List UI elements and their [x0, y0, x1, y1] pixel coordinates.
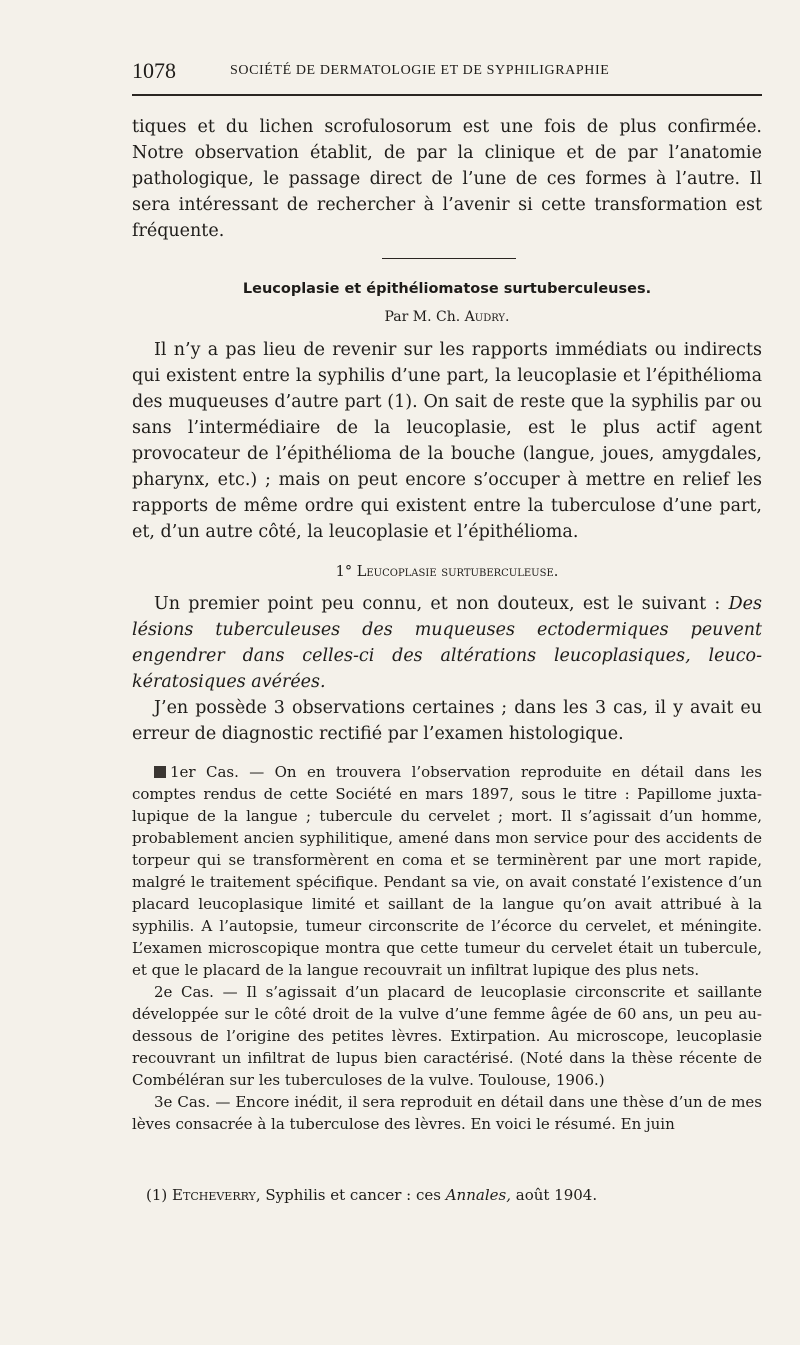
- paragraph-1: Il n’y a pas lieu de revenir sur les rapports immédiats ou indirects qui existent entre la syphilis d’une part, la leucoplasie et l’épithélioma des muqueuses d’autre part (1). On sait de reste que la syphilis par ou sans l’intermédiaire de la leucoplasie, est le plus actif agent provocateur de l’épithélioma de la bouche (langue, joues, amygdales, pharynx, etc.) ; mais on peut encore s’occuper à mettre en relief les rapports de même ordre qui existent entre la tuberculose d’une part, et, d’un autre côté, la leucoplasie et l’épithélioma.: [132, 340, 762, 542]
- byline: [132, 307, 762, 327]
- header-rule: [132, 94, 762, 96]
- paragraph-2-normal: Un premier point peu connu, et non douteux, est le suivant :: [154, 594, 729, 614]
- paragraph-2: [132, 591, 762, 695]
- footnote-date: août 1904.: [515, 1186, 598, 1204]
- footnote-journal: Annales,: [445, 1186, 511, 1204]
- byline-prefix: Par M. Ch.: [384, 309, 461, 325]
- section-title: Leucoplasie et épithéliomatose surtuberculeuses.: [242, 281, 652, 297]
- case-1-label: 1er Cas.: [170, 763, 239, 781]
- case-3-text: — Encore inédit, il sera reproduit en détail dans une thèse d’un de mes lèves consacrée à la tuberculose des lèvres. En voici le résumé. En juin: [132, 1093, 762, 1133]
- margin-mark-icon: [154, 766, 166, 778]
- case-1-text: — On en trouvera l’observation reproduite en détail dans les comptes rendus de cette Société en mars 1897, sous le titre : Papillome juxta-lupique de la langue ; tubercule du cervelet ; mort. Il s’agissait d’un homme, probablement ancien syphilitique, amené dans mon service pour des accidents de torpeur qui se transformèrent en coma et se terminèrent par une mort rapide, malgré le traitement spécifique. Pendant sa vie, on avait constaté l’existence d’un placard leucoplasique limité et saillant de la langue qu’on avait attribué à la syphilis. A l’autopsie, tumeur circonscrite de l’écorce du cervelet, et méningite. L’examen microscopique montra que cette tumeur du cervelet était un tubercule, et que le placard de la langue recouvrait un infiltrat lupique des plus nets.: [132, 763, 762, 979]
- page-header: [132, 58, 762, 88]
- case-2: [132, 981, 762, 1091]
- case-1: [132, 761, 762, 981]
- running-title: SOCIÉTÉ DE DERMATOLOGIE ET DE SYPHILIGRAPHIE: [230, 63, 610, 78]
- section-separator: [382, 258, 516, 259]
- case-list: [132, 761, 762, 1135]
- subsection-number: 1°: [335, 564, 353, 580]
- byline-author: Audry.: [464, 309, 510, 325]
- footnote-marker: (1): [146, 1186, 168, 1204]
- intro-paragraph: tiques et du lichen scrofulosorum est une fois de plus confirmée. Notre observation établit, de par la clinique et de par l’anatomie pathologique, le passage direct de l’une de ces formes à l’autre. Il sera intéressant de rechercher à l’avenir si cette transformation est fréquente.: [132, 117, 762, 241]
- case-2-label: 2e Cas.: [154, 983, 214, 1001]
- footnote: [146, 1184, 762, 1206]
- subsection-heading: [132, 559, 762, 585]
- case-2-text: — Il s’agissait d’un placard de leucoplasie circonscrite et saillante développée sur le côté droit de la vulve d’une femme âgée de 60 ans, un peu au-dessous de l’origine des petites lèvres. Extirpation. Au microscope, leucoplasie recouvrant un infiltrat de lupus bien caractérisé. (Noté dans la thèse récente de Combéléran sur les tuberculoses de la vulve. Toulouse, 1906.): [132, 983, 762, 1089]
- page-number: 1078: [132, 58, 176, 83]
- paragraph-2-italic: Des lésions tuberculeuses des muqueuses ectodermiques peuvent engendrer dans celles-ci des altérations leucoplasiques, leuco-kératosiques avérées.: [132, 594, 762, 692]
- body-text: [132, 114, 762, 1135]
- paragraph-3: J’en possède 3 observations certaines ; dans les 3 cas, il y avait eu erreur de diagnostic rectifié par l’examen histologique.: [132, 698, 762, 744]
- case-3: [132, 1091, 762, 1135]
- case-3-label: 3e Cas.: [154, 1093, 211, 1111]
- subsection-title: Leucoplasie surtuberculeuse.: [356, 564, 559, 580]
- footnote-author: Etcheverry,: [172, 1186, 261, 1204]
- footnote-text: Syphilis et cancer : ces: [265, 1186, 441, 1204]
